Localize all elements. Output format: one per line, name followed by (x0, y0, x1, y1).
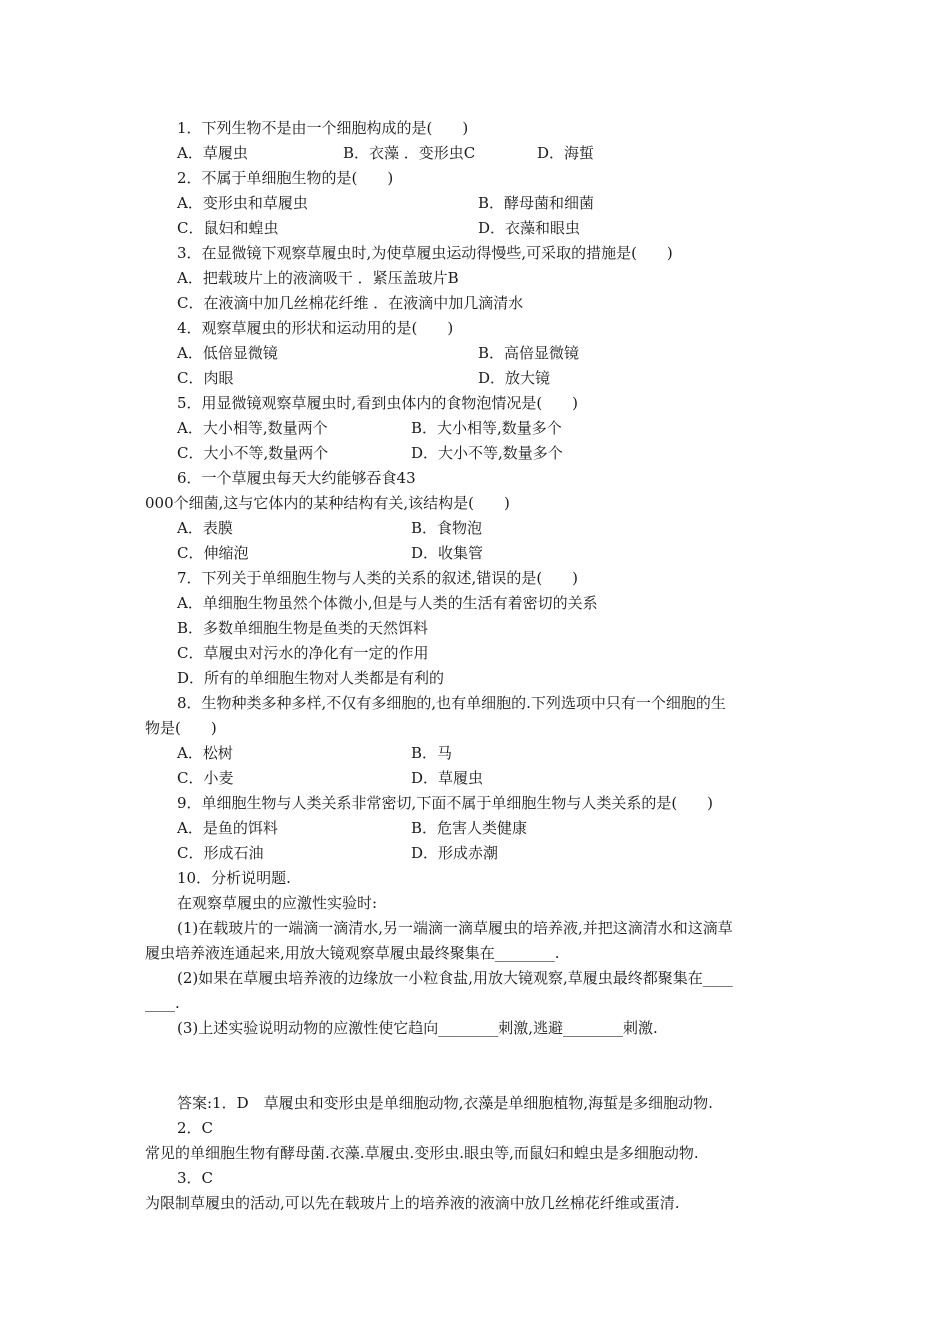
question-5-option-c: C．大小不等,数量两个 (177, 444, 329, 462)
question-8-stem-continued: 物是( ) (145, 719, 217, 737)
answer-3-label: 3．C (177, 1169, 214, 1187)
question-8-option-c: C．小麦 (177, 769, 234, 787)
question-8-option-d: D．草履虫 (411, 769, 484, 787)
question-8-stem: 8．生物种类多种多样,不仅有多细胞的,也有单细胞的.下列选项中只有一个细胞的生 (177, 694, 726, 712)
question-7-option-d: D．所有的单细胞生物对人类都是有利的 (177, 669, 445, 687)
question-2-option-b: B．酵母菌和细菌 (478, 194, 595, 212)
question-5-option-d: D．大小不等,数量多个 (411, 444, 563, 462)
question-1-stem: 1．下列生物不是由一个细胞构成的是( ) (177, 119, 469, 137)
question-2-stem: 2．不属于单细胞生物的是( ) (177, 169, 394, 187)
question-10-part-2: (2)如果在草履虫培养液的边缘放一小粒食盐,用放大镜观察,草履虫最终都聚集在____ (177, 969, 733, 987)
question-9-stem: 9．单细胞生物与人类关系非常密切,下面不属于单细胞生物与人类关系的是( ) (177, 794, 714, 812)
question-7-option-a: A．单细胞生物虽然个体微小,但是与人类的生活有着密切的关系 (177, 594, 598, 612)
question-7-option-c: C．草履虫对污水的净化有一定的作用 (177, 644, 429, 662)
question-6-option-a: A．表膜 (177, 519, 233, 537)
question-1-option-bc: B．衣藻 ．变形虫C (343, 144, 476, 162)
question-8-option-a: A．松树 (177, 744, 233, 762)
question-2-option-a: A．变形虫和草履虫 (177, 194, 308, 212)
question-4-option-d: D．放大镜 (478, 369, 551, 387)
question-10-part-3: (3)上述实验说明动物的应激性使它趋向________刺激,逃避________刺激. (177, 1019, 658, 1037)
question-5-option-a: A．大小相等,数量两个 (177, 419, 328, 437)
answer-2-explanation: 常见的单细胞生物有酵母菌.衣藻.草履虫.变形虫.眼虫等,而鼠妇和蝗虫是多细胞动物. (145, 1144, 699, 1162)
question-6-option-c: C．伸缩泡 (177, 544, 249, 562)
question-3-stem: 3．在显微镜下观察草履虫时,为使草履虫运动得慢些,可采取的措施是( ) (177, 244, 673, 262)
question-9-option-c: C．形成石油 (177, 844, 264, 862)
question-3-option-cd: C．在液滴中加几丝棉花纤维 ．在液滴中加几滴清水 (177, 294, 524, 312)
question-5-stem: 5．用显微镜观察草履虫时,看到虫体内的食物泡情况是( ) (177, 394, 579, 412)
question-4-option-c: C．肉眼 (177, 369, 234, 387)
question-10-stem: 10．分析说明题. (177, 869, 291, 887)
question-7-option-b: B．多数单细胞生物是鱼类的天然饵料 (177, 619, 429, 637)
question-1-option-a: A．草履虫 (177, 144, 248, 162)
question-4-option-b: B．高倍显微镜 (478, 344, 580, 362)
answer-1: 答案:1．D 草履虫和变形虫是单细胞动物,衣藻是单细胞植物,海蜇是多细胞动物. (177, 1094, 713, 1112)
question-7-stem: 7．下列关于单细胞生物与人类的关系的叙述,错误的是( ) (177, 569, 579, 587)
question-10-part-2-continued: ____. (145, 994, 180, 1012)
question-10-part-1-continued: 履虫培养液连通起来,用放大镜观察草履虫最终聚集在________. (145, 944, 560, 962)
question-2-option-c: C．鼠妇和蝗虫 (177, 219, 279, 237)
question-5-option-b: B．大小相等,数量多个 (411, 419, 562, 437)
question-4-option-a: A．低倍显微镜 (177, 344, 278, 362)
question-9-option-b: B．危害人类健康 (411, 819, 528, 837)
question-2-option-d: D．衣藻和眼虫 (478, 219, 581, 237)
question-6-stem-continued: 000个细菌,这与它体内的某种结构有关,该结构是( ) (145, 494, 510, 512)
question-4-stem: 4．观察草履虫的形状和运动用的是( ) (177, 319, 454, 337)
question-6-option-b: B．食物泡 (411, 519, 483, 537)
question-10-part-1: (1)在载玻片的一端滴一滴清水,另一端滴一滴草履虫的培养液,并把这滴清水和这滴草 (177, 919, 733, 937)
question-9-option-a: A．是鱼的饵料 (177, 819, 278, 837)
question-1-option-d: D．海蜇 (537, 144, 595, 162)
question-10-intro: 在观察草履虫的应激性实验时: (177, 894, 378, 912)
answer-3-explanation: 为限制草履虫的活动,可以先在载玻片上的培养液的液滴中放几丝棉花纤维或蛋清. (145, 1194, 680, 1212)
question-8-option-b: B．马 (411, 744, 453, 762)
question-3-option-ab: A．把载玻片上的液滴吸干 ．紧压盖玻片B (177, 269, 459, 287)
question-6-stem: 6．一个草履虫每天大约能够吞食43 (177, 469, 416, 487)
question-9-option-d: D．形成赤潮 (411, 844, 499, 862)
answer-2-label: 2．C (177, 1119, 214, 1137)
question-6-option-d: D．收集管 (411, 544, 484, 562)
